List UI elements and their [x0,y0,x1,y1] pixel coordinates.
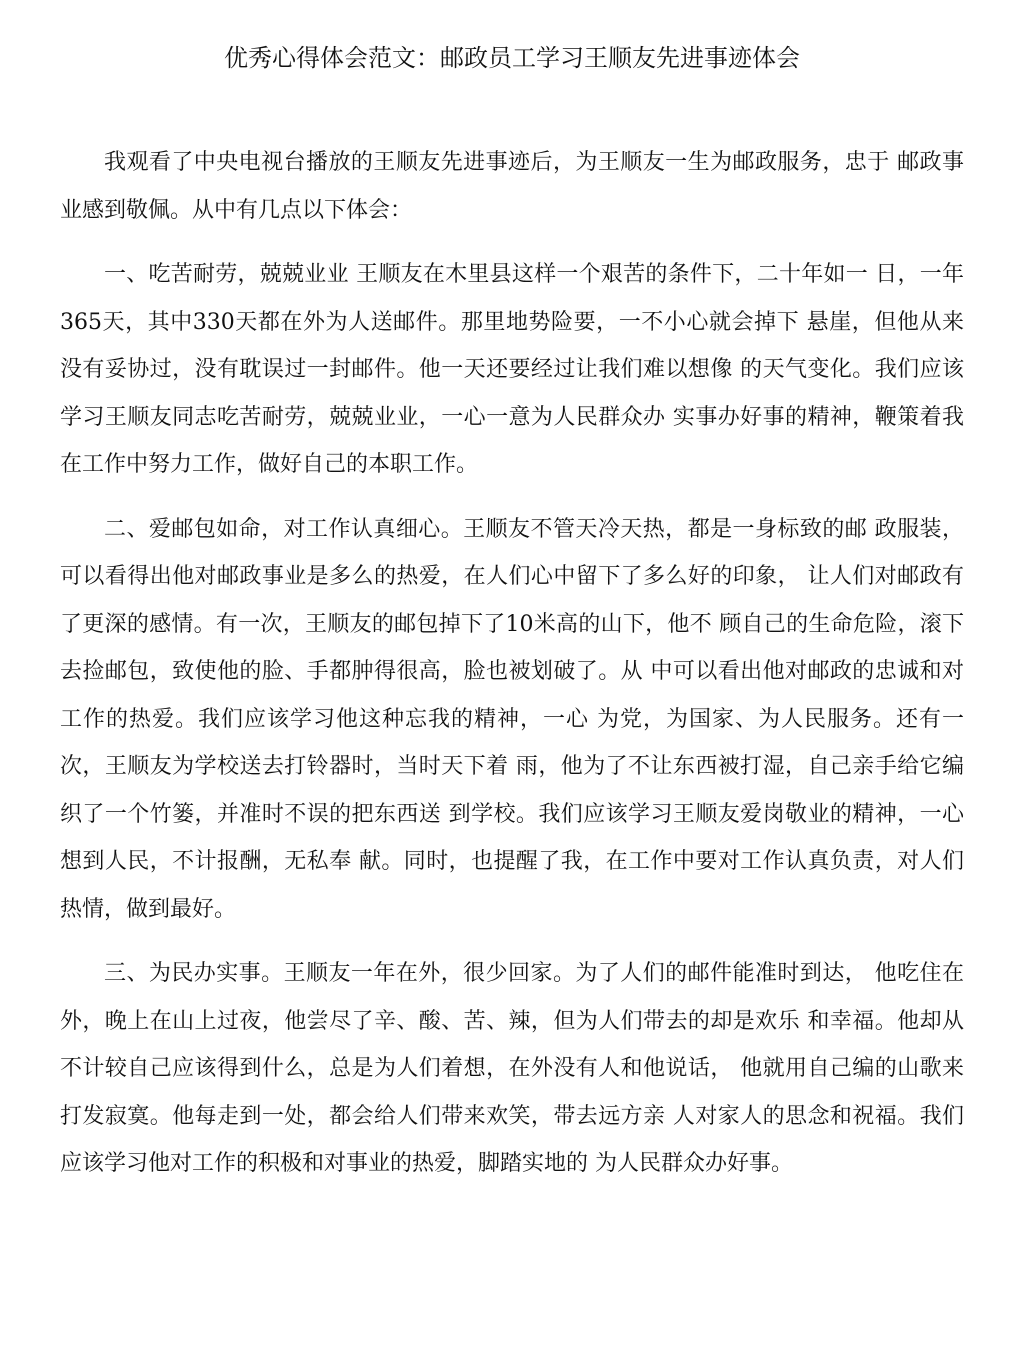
paragraph-point-1: 一、吃苦耐劳，兢兢业业 王顺友在木里县这样一个艰苦的条件下，二十年如一 日，一年365天，其中330天都在外为人送邮件。那里地势险要，一不小心就会掉下 悬崖，但他从来没有妥协过，没有耽误过一封邮件。他一天还要经过让我们难以想像 的天气变化。我们应该学习王顺友同志吃苦耐劳，兢兢业业，一心一意为人民群众办 实事办好事的精神，鞭策着我在工作中努力工作，做好自己的本职工作。 [60,262,964,477]
document-body [60,139,964,1188]
document-title: 优秀心得体会范文：邮政员工学习王顺友先进事迹体会 [224,44,800,72]
paragraph-intro: 我观看了中央电视台播放的王顺友先进事迹后，为王顺友一生为邮政服务，忠于 邮政事业感到敬佩。从中有几点以下体会： [60,150,964,223]
paragraph-point-3: 三、为民办实事。王顺友一年在外，很少回家。为了人们的邮件能准时到达， 他吃住在外，晚上在山上过夜，他尝尽了辛、酸、苦、辣，但为人们带去的却是欢乐 和幸福。他却从不计较自己应该得到什么，总是为人们着想，在外没有人和他说话， 他就用自己编的山歌来打发寂寞。他每走到一处，都会给人们带来欢笑，带去远方亲 人对家人的思念和祝福。我们应该学习他对工作的积极和对事业的热爱，脚踏实地的 为人民群众办好事。 [60,961,964,1176]
paragraph-point-2: 二、爱邮包如命，对工作认真细心。王顺友不管天冷天热，都是一身标致的邮 政服装，可以看得出他对邮政事业是多么的热爱，在人们心中留下了多么好的印象， 让人们对邮政有了更深的感情。有一次，王顺友的邮包掉下了10米高的山下，他不 顾自己的生命危险，滚下去捡邮包，致使他的脸、手都肿得很高，脸也被划破了。从 中可以看出他对邮政的忠诚和对工作的热爱。我们应该学习他这种忘我的精神，一心 为党，为国家、为人民服务。还有一次，王顺友为学校送去打铃器时，当时天下着 雨，他为了不让东西被打湿，自己亲手给它编织了一个竹篓，并准时不误的把东西送 到学校。我们应该学习王顺友爱岗敬业的精神，一心想到人民，不计报酬，无私奉 献。同时，也提醒了我，在工作中要对工作认真负责，对人们热情，做到最好。 [60,516,964,922]
